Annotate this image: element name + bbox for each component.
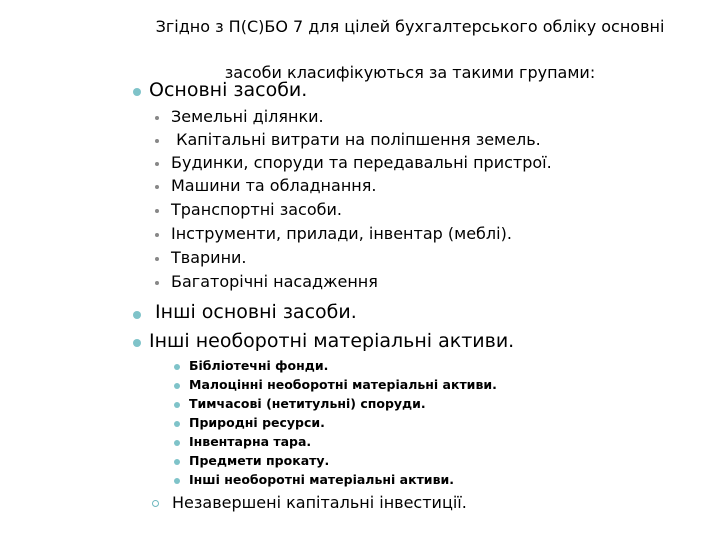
bullet-dot-icon [155,209,159,213]
list-item: Бібліотечні фонди. [189,358,329,373]
title-line-2: засоби класифікуються за такими групами: [224,63,596,82]
bullet-dot-icon [174,440,180,446]
list-item: Тимчасові (нетитульні) споруди. [189,396,426,411]
section-heading-main-assets: Основні засоби. [149,79,308,101]
section-heading-other-noncurrent: Інші необоротні матеріальні активи. [149,330,515,352]
bullet-dot-icon [155,185,159,189]
list-item: Земельні ділянки. [171,107,324,126]
list-item: Тварини. [171,248,247,267]
ring-bullet-icon [152,500,159,507]
list-item: Капітальні витрати на поліпшення земель. [171,130,541,149]
list-item: Будинки, споруди та передавальні пристрої. [171,153,552,172]
bullet-dot-icon [155,116,159,120]
bullet-dot-icon [155,139,159,143]
list-item: Інвентарна тара. [189,434,312,449]
bullet-dot-icon [174,478,180,484]
list-item: Машини та обладнання. [171,176,377,195]
bullet-dot-icon [155,257,159,261]
list-item: Предмети прокату. [189,453,330,468]
list-item: Інструменти, прилади, інвентар (меблі). [171,224,512,243]
bullet-dot-icon [133,339,141,347]
bullet-dot-icon [155,162,159,166]
list-item: Природні ресурси. [189,415,325,430]
list-item: Багаторічні насадження [171,272,378,291]
bullet-dot-icon [174,364,180,370]
list-item: Транспортні засоби. [171,200,342,219]
list-item-unfinished-investments: Незавершені капітальні інвестиції. [172,493,467,512]
bullet-dot-icon [174,421,180,427]
section-heading-other-main-assets: Інші основні засоби. [149,301,357,323]
bullet-dot-icon [174,383,180,389]
title-line-1: Згідно з П(С)БО 7 для цілей бухгалтерського обліку основні [155,17,665,36]
bullet-dot-icon [133,88,141,96]
bullet-dot-icon [133,311,141,319]
list-item: Малоцінні необоротні матеріальні активи. [189,377,497,392]
bullet-dot-icon [155,281,159,285]
bullet-dot-icon [174,459,180,465]
bullet-dot-icon [155,233,159,237]
list-item: Інші необоротні матеріальні активи. [189,472,454,487]
bullet-dot-icon [174,402,180,408]
